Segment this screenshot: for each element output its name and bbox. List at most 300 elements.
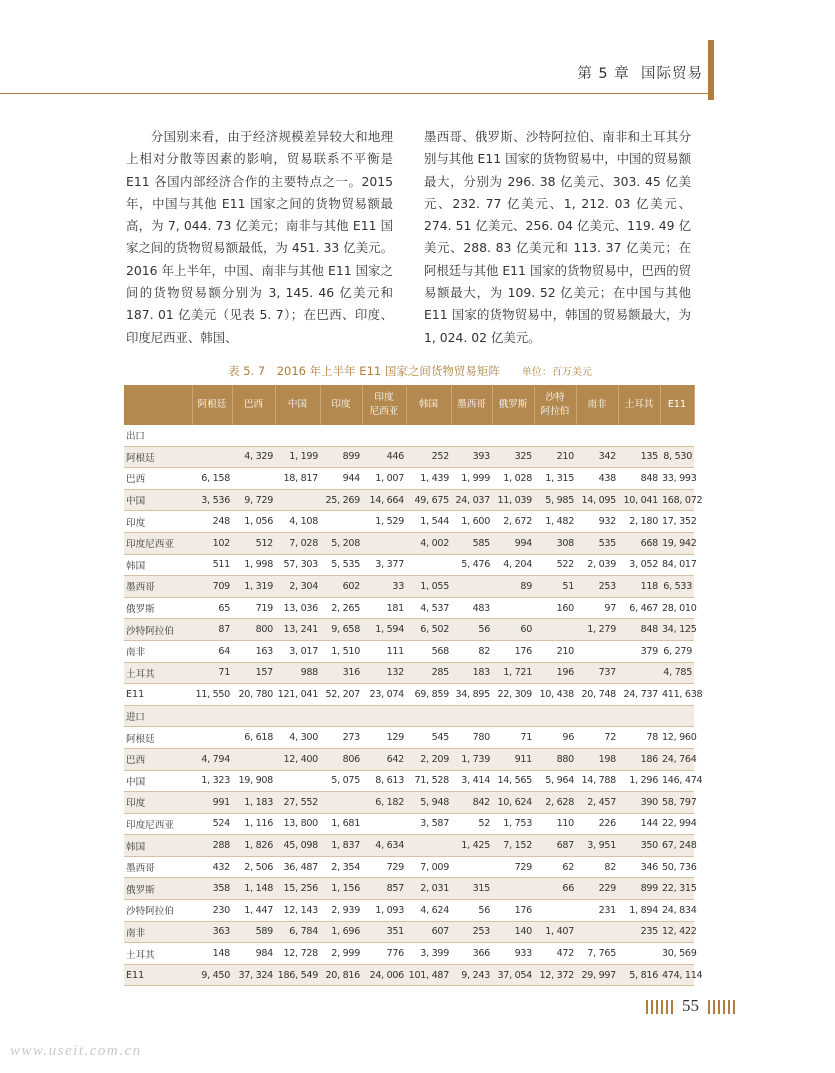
table-cell: 5, 985 [534,489,576,511]
table-cell: 253 [576,576,618,598]
table-cell [192,727,232,749]
body-paragraph-left: 分国别来看，由于经济规模差异较大和地理上相对分散等因素的影响，贸易联系不平衡是 E11 各国内部经济合作的主要特点之一。2015 年，中国与其他 E11 国家之间的货物贸易额最高，为 7, 044. 73 亿美元；南非与其他 E11 国家之间的货物贸易额最低，为 451. 33 亿美元。2016 年上半年，中国、南非与其他 E11 国家之间的货物贸易额分别为 3, 145. 46 亿美元和 187. 01 亿美元（见表 5. 7）；在巴西、印度、印度尼西亚、韩国、 [126,129,393,345]
table-cell: 1, 510 [320,640,362,662]
table-cell: 69, 859 [406,684,451,706]
table-cell: 176 [492,640,534,662]
table-cell: 9, 729 [232,489,275,511]
row-label: 韩国 [124,554,192,576]
table-caption [126,363,694,379]
table-cell: 82 [451,640,492,662]
table-cell: 2, 628 [534,792,576,814]
table-cell: 67, 248 [660,835,694,857]
section-label: 进口 [124,705,694,727]
table-cell [492,597,534,619]
table-cell: 342 [576,446,618,468]
column-header: 土耳其 [618,385,660,425]
column-header: 南非 [576,385,618,425]
header-accent-bar [708,40,714,100]
table-cell: 988 [275,662,320,684]
table-row [124,792,694,814]
table-cell: 1, 056 [232,511,275,533]
folio-block [723,1000,725,1014]
table-cell: 325 [492,446,534,468]
table-row [124,511,694,533]
table-row [124,446,694,468]
row-label: 印度尼西亚 [124,532,192,554]
table-cell: 64 [192,640,232,662]
table-cell: 1, 594 [362,619,406,641]
table-cell: 2, 265 [320,597,362,619]
table-cell: 24, 834 [660,900,694,922]
table-cell: 13, 036 [275,597,320,619]
table-cell [275,770,320,792]
table-cell: 60 [492,619,534,641]
table-cell: 5, 208 [320,532,362,554]
table-cell: 316 [320,662,362,684]
table-cell: 140 [492,921,534,943]
table-cell: 2, 457 [576,792,618,814]
table-cell: 273 [320,727,362,749]
table-cell: 3, 052 [618,554,660,576]
table-cell: 585 [451,532,492,554]
table-cell [451,856,492,878]
table-cell: 6, 502 [406,619,451,641]
column-header: E11 [660,385,694,425]
table-cell: 4, 204 [492,554,534,576]
table-cell: 12, 143 [275,900,320,922]
table-cell: 602 [320,576,362,598]
row-label: 中国 [124,489,192,511]
row-label: 俄罗斯 [124,878,192,900]
table-unit: 单位：百万美元 [521,367,592,378]
table-cell: 7, 009 [406,856,451,878]
table-cell: 2, 354 [320,856,362,878]
section-row [124,425,694,446]
row-label: 印度尼西亚 [124,813,192,835]
table-cell: 135 [618,446,660,468]
table-cell: 709 [192,576,232,598]
table-cell: 1, 199 [275,446,320,468]
table-cell: 12, 422 [660,921,694,943]
table-cell: 411, 638 [660,684,694,706]
table-cell: 288 [192,835,232,857]
table-cell: 1, 482 [534,511,576,533]
table-cell: 121, 041 [275,684,320,706]
table-cell: 1, 425 [451,835,492,857]
table-cell: 1, 323 [192,770,232,792]
table-cell: 2, 304 [275,576,320,598]
table-cell: 9, 450 [192,964,232,986]
table-row [124,532,694,554]
row-label: 俄罗斯 [124,597,192,619]
table-row [124,835,694,857]
table-title: 表 5. 7 2016 年上半年 E11 国家之间货物贸易矩阵 [228,364,500,378]
table-cell: 24, 006 [362,964,406,986]
table-cell: 8, 613 [362,770,406,792]
table-cell: 181 [362,597,406,619]
table-cell: 163 [232,640,275,662]
table-cell [618,943,660,965]
table-cell: 524 [192,813,232,835]
table-cell: 1, 439 [406,468,451,490]
table-body [124,425,703,986]
table-cell: 56 [451,619,492,641]
row-label: 中国 [124,770,192,792]
table-cell [534,619,576,641]
table-cell: 12, 960 [660,727,694,749]
table-cell: 1, 028 [492,468,534,490]
column-header: 沙特 阿拉伯 [534,385,576,425]
table-cell: 56 [451,900,492,922]
table-cell: 168, 072 [660,489,694,511]
table-cell: 535 [576,532,618,554]
table-cell: 57, 303 [275,554,320,576]
table-row [124,900,694,922]
table-cell [406,835,451,857]
table-cell: 1, 681 [320,813,362,835]
table-cell: 11, 550 [192,684,232,706]
table-cell: 84, 017 [660,554,694,576]
table-cell: 6, 618 [232,727,275,749]
table-cell: 9, 243 [451,964,492,986]
table-cell: 3, 017 [275,640,320,662]
table-cell: 148 [192,943,232,965]
body-paragraph-right: 墨西哥、俄罗斯、沙特阿拉伯、南非和土耳其分别与其他 E11 国家的货物贸易中，中国的贸易额最大，分别为 296. 38 亿美元、303. 45 亿美元、232. 77 亿美元、1, 212. 03 亿美元、274. 51 亿美元、256. 04 亿美元、119. 49 亿美元、288. 83 亿美元和 113. 37 亿美元；在阿根廷与其他 E11 国家的货物贸易中，巴西的贸易额最大，为 109. 52 亿美元；在中国与其他 E11 国家的货物贸易中，韩国的贸易额最大，为 1, 024. 02 亿美元。 [424,129,691,345]
table-cell: 87 [192,619,232,641]
table-cell: 7, 765 [576,943,618,965]
table-cell: 7, 028 [275,532,320,554]
table-cell: 45, 098 [275,835,320,857]
table-cell: 472 [534,943,576,965]
table-cell: 36, 487 [275,856,320,878]
table-cell: 101, 487 [406,964,451,986]
table-cell: 1, 544 [406,511,451,533]
table-cell: 6, 784 [275,921,320,943]
table-cell: 183 [451,662,492,684]
table-cell: 1, 837 [320,835,362,857]
table-cell: 231 [576,900,618,922]
column-header: 俄罗斯 [492,385,534,425]
table-cell: 568 [406,640,451,662]
table-cell: 37, 324 [232,964,275,986]
table-cell: 379 [618,640,660,662]
table-cell: 5, 948 [406,792,451,814]
table-cell: 176 [492,900,534,922]
table-cell: 5, 535 [320,554,362,576]
table-cell: 393 [451,446,492,468]
table-cell: 230 [192,900,232,922]
table-row [124,554,694,576]
row-label: 土耳其 [124,662,192,684]
table-cell: 308 [534,532,576,554]
table-cell: 737 [576,662,618,684]
table-cell: 857 [362,878,406,900]
table-cell: 1, 055 [406,576,451,598]
table-cell: 58, 797 [660,792,694,814]
table-cell: 33, 993 [660,468,694,490]
table-cell: 24, 764 [660,748,694,770]
table-cell: 198 [576,748,618,770]
table-cell: 511 [192,554,232,576]
table-cell: 3, 536 [192,489,232,511]
table-cell [232,468,275,490]
table-cell: 118 [618,576,660,598]
table-row [124,619,694,641]
table-cell: 6, 467 [618,597,660,619]
table-cell: 607 [406,921,451,943]
table-cell: 944 [320,468,362,490]
chapter-title: 国际贸易 [641,66,703,82]
table-cell: 71, 528 [406,770,451,792]
table-cell: 1, 529 [362,511,406,533]
table-cell: 1, 183 [232,792,275,814]
column-header: 巴西 [232,385,275,425]
table-cell [492,878,534,900]
table-cell: 146, 474 [660,770,694,792]
row-label: 阿根廷 [124,727,192,749]
row-label: 南非 [124,640,192,662]
table-cell: 71 [492,727,534,749]
table-row [124,921,694,943]
table-cell: 842 [451,792,492,814]
table-cell: 2, 939 [320,900,362,922]
table-cell: 6, 158 [192,468,232,490]
table-row [124,468,694,490]
table-cell: 880 [534,748,576,770]
table-cell: 14, 664 [362,489,406,511]
table-cell: 984 [232,943,275,965]
table-cell: 899 [618,878,660,900]
table-cell: 1, 407 [534,921,576,943]
table-cell: 346 [618,856,660,878]
table-row [124,597,694,619]
table-cell: 13, 800 [275,813,320,835]
table-cell: 4, 785 [660,662,694,684]
table-cell: 82 [576,856,618,878]
table-cell: 12, 400 [275,748,320,770]
table-cell: 65 [192,597,232,619]
watermark: www.useit.com.cn [10,1043,142,1059]
table-cell: 89 [492,576,534,598]
table-cell: 210 [534,640,576,662]
table-cell: 14, 095 [576,489,618,511]
table-cell: 110 [534,813,576,835]
table-cell: 3, 399 [406,943,451,965]
table-cell: 991 [192,792,232,814]
table-cell: 932 [576,511,618,533]
table-cell: 24, 037 [451,489,492,511]
table-cell: 1, 447 [232,900,275,922]
table-header-row [124,385,694,425]
folio-block [718,1000,720,1014]
table-cell: 19, 908 [232,770,275,792]
table-cell [232,748,275,770]
table-cell: 350 [618,835,660,857]
table-cell: 3, 951 [576,835,618,857]
table-cell: 474, 114 [660,964,694,986]
chapter-number: 第 5 章 [577,66,630,82]
row-label: 沙特阿拉伯 [124,619,192,641]
column-header: 韩国 [406,385,451,425]
folio-block [651,1000,653,1014]
table-cell: 102 [192,532,232,554]
table-cell: 19, 942 [660,532,694,554]
table-cell: 210 [534,446,576,468]
table-cell: 27, 552 [275,792,320,814]
table-row [124,748,694,770]
table-cell: 589 [232,921,275,943]
table-row [124,662,694,684]
folio-block [656,1000,658,1014]
folio-block [671,1000,673,1014]
table-cell: 1, 600 [451,511,492,533]
table-cell: 52 [451,813,492,835]
table-cell: 52, 207 [320,684,362,706]
table-cell: 729 [492,856,534,878]
table-cell [320,792,362,814]
folio-block [646,1000,648,1014]
table-cell: 776 [362,943,406,965]
table-row [124,813,694,835]
table-cell: 22, 994 [660,813,694,835]
table-cell: 800 [232,619,275,641]
header-rule [0,93,708,94]
row-label: 阿根廷 [124,446,192,468]
table-cell: 160 [534,597,576,619]
table-cell: 253 [451,921,492,943]
table-cell: 1, 315 [534,468,576,490]
table-cell: 72 [576,727,618,749]
table-cell: 642 [362,748,406,770]
table-cell: 51 [534,576,576,598]
table-cell: 14, 565 [492,770,534,792]
table-cell [534,900,576,922]
table-cell [362,813,406,835]
table-cell: 34, 125 [660,619,694,641]
table-cell: 66 [534,878,576,900]
table-cell: 8, 530 [660,446,694,468]
table-cell [576,921,618,943]
table-cell: 7, 152 [492,835,534,857]
table-row [124,943,694,965]
column-header: 中国 [275,385,320,425]
row-label: E11 [124,964,192,986]
table-cell: 1, 093 [362,900,406,922]
table-cell: 911 [492,748,534,770]
table-cell [192,446,232,468]
table-cell: 483 [451,597,492,619]
folio-block [713,1000,715,1014]
table-cell: 186 [618,748,660,770]
table-cell: 4, 624 [406,900,451,922]
table-cell: 1, 296 [618,770,660,792]
table-cell: 2, 999 [320,943,362,965]
table-cell: 899 [320,446,362,468]
table-cell: 9, 658 [320,619,362,641]
table-cell: 12, 372 [534,964,576,986]
table-cell: 6, 279 [660,640,694,662]
table-row [124,964,694,986]
table-cell: 719 [232,597,275,619]
folio-block [708,1000,710,1014]
table-cell: 13, 241 [275,619,320,641]
row-label: 印度 [124,792,192,814]
table-cell: 994 [492,532,534,554]
table-cell: 49, 675 [406,489,451,511]
table-cell: 2, 180 [618,511,660,533]
table-cell: 1, 148 [232,878,275,900]
table-cell: 848 [618,619,660,641]
table-cell [406,554,451,576]
table-cell: 252 [406,446,451,468]
column-header: 阿根廷 [192,385,232,425]
table-cell: 3, 377 [362,554,406,576]
table-cell: 2, 209 [406,748,451,770]
table-cell: 1, 894 [618,900,660,922]
table-cell: 4, 794 [192,748,232,770]
folio-block [728,1000,730,1014]
table-cell: 366 [451,943,492,965]
table-cell: 1, 007 [362,468,406,490]
table-cell: 129 [362,727,406,749]
table-cell: 196 [534,662,576,684]
row-label: 印度 [124,511,192,533]
table-row [124,576,694,598]
table-cell: 30, 569 [660,943,694,965]
table-cell: 4, 634 [362,835,406,857]
row-label: 土耳其 [124,943,192,965]
table-cell: 28, 010 [660,597,694,619]
table-cell: 157 [232,662,275,684]
table-cell: 363 [192,921,232,943]
table-cell [576,640,618,662]
table-cell: 71 [192,662,232,684]
table-cell [362,532,406,554]
table-row [124,640,694,662]
table-cell: 315 [451,878,492,900]
table-cell: 144 [618,813,660,835]
table-cell: 933 [492,943,534,965]
table-row [124,878,694,900]
table-cell: 20, 816 [320,964,362,986]
table-cell: 1, 116 [232,813,275,835]
table-cell: 1, 999 [451,468,492,490]
table-cell: 848 [618,468,660,490]
table-cell: 5, 476 [451,554,492,576]
table-cell: 438 [576,468,618,490]
table-cell: 78 [618,727,660,749]
table-cell: 1, 739 [451,748,492,770]
table-cell: 1, 753 [492,813,534,835]
table-cell: 4, 108 [275,511,320,533]
table-cell: 34, 895 [451,684,492,706]
table-cell: 22, 309 [492,684,534,706]
table-cell: 1, 696 [320,921,362,943]
table-cell: 25, 269 [320,489,362,511]
table-cell: 358 [192,878,232,900]
table-cell: 4, 329 [232,446,275,468]
table-cell: 512 [232,532,275,554]
table-cell: 248 [192,511,232,533]
table-row [124,684,694,706]
column-header: 墨西哥 [451,385,492,425]
table-cell: 229 [576,878,618,900]
table-cell: 4, 002 [406,532,451,554]
table-cell: 5, 075 [320,770,362,792]
column-header: 印度 [320,385,362,425]
table-cell: 3, 587 [406,813,451,835]
table-cell [451,576,492,598]
